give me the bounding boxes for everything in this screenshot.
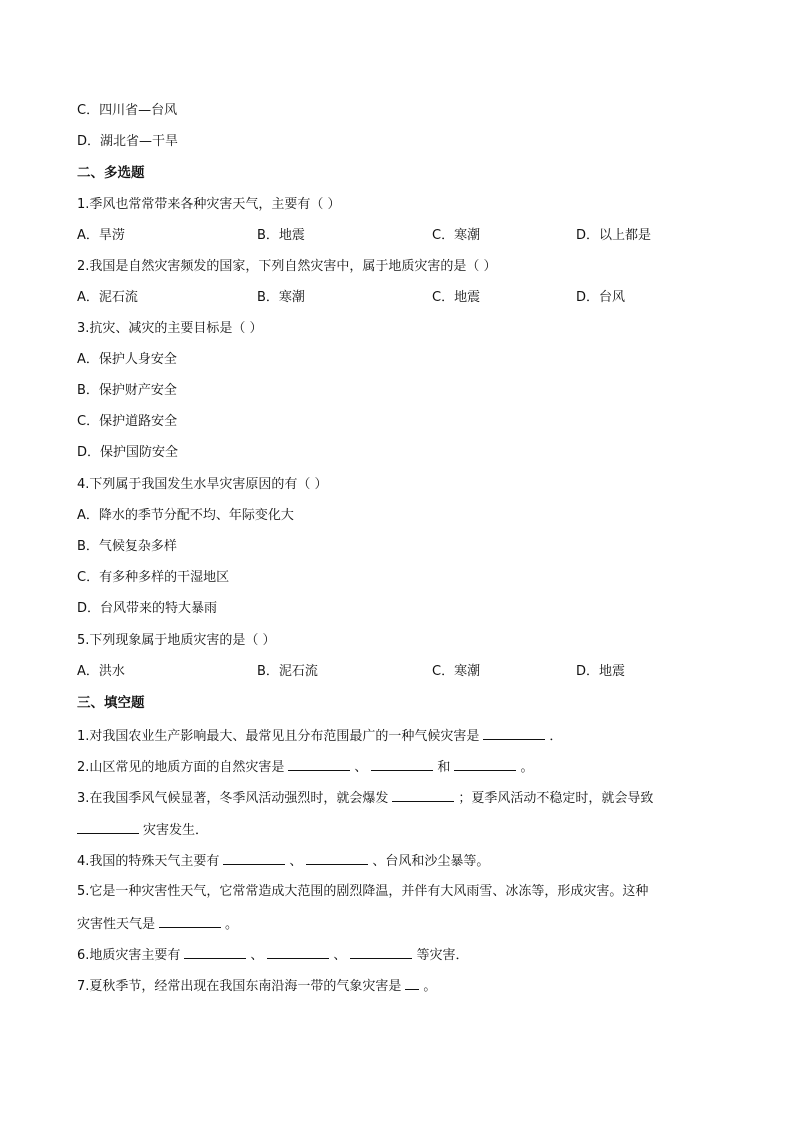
fill-question <box>77 726 562 744</box>
fill-question <box>77 851 489 869</box>
option-a: A．保护人身安全 <box>77 352 177 367</box>
question-text: 、 <box>289 854 303 869</box>
option-b: B．气候复杂多样 <box>77 539 177 554</box>
answer-blank[interactable] <box>223 851 285 865</box>
question-text: 。 <box>225 917 239 932</box>
option-c: C．寒潮 <box>432 228 481 243</box>
question-text: ；夏季风活动不稳定时，就会导致 <box>458 791 654 806</box>
question-text: 。 <box>520 760 534 775</box>
question-text: 7.夏秋季节，经常出现在我国东南沿海一带的气象灾害是 <box>77 979 402 994</box>
option-a: A．降水的季节分配不均、年际变化大 <box>77 508 294 523</box>
option-d: D．以上都是 <box>576 228 652 243</box>
option-b: B．寒潮 <box>257 290 305 305</box>
option-c: C．寒潮 <box>432 664 481 679</box>
option-a: A．旱涝 <box>77 228 125 243</box>
question-text: 、 <box>250 948 264 963</box>
option-c: C．保护道路安全 <box>77 414 178 429</box>
question-text: 、 <box>333 948 347 963</box>
options-row <box>77 227 717 245</box>
fill-question <box>77 945 468 963</box>
question-text: 、 <box>354 760 368 775</box>
option-d: D．地震 <box>576 664 626 679</box>
answer-blank[interactable] <box>77 820 139 834</box>
answer-blank[interactable] <box>405 976 419 990</box>
option-b: B．泥石流 <box>257 664 318 679</box>
fill-question <box>77 788 653 806</box>
fill-question <box>77 883 648 901</box>
question-text: 等灾害． <box>416 948 469 963</box>
answer-blank[interactable] <box>371 757 433 771</box>
section-heading-fill-in-blank: 三、填空题 <box>77 695 145 711</box>
answer-blank[interactable] <box>392 788 454 802</box>
question-text: 2.山区常见的地质方面的自然灾害是 <box>77 760 285 775</box>
option-b: B．地震 <box>257 228 305 243</box>
answer-blank[interactable] <box>288 757 350 771</box>
option-c: C．地震 <box>432 290 481 305</box>
question-text: 3.在我国季风气候显著，冬季风活动强烈时，就会爆发 <box>77 791 389 806</box>
question-text: 和 <box>437 760 451 775</box>
fill-question-continued <box>77 914 238 932</box>
options-row <box>77 289 717 307</box>
answer-blank[interactable] <box>184 945 246 959</box>
answer-blank[interactable] <box>454 757 516 771</box>
question-text: 1.季风也常常带来各种灾害天气，主要有（ ） <box>77 197 341 212</box>
option-d: D．湖北省—干旱 <box>77 134 179 149</box>
question-text: 3.抗灾、减灾的主要目标是（ ） <box>77 321 263 336</box>
answer-blank[interactable] <box>483 726 545 740</box>
fill-question-continued <box>77 820 208 838</box>
question-text: 、台风和沙尘暴等。 <box>372 854 490 869</box>
options-row <box>77 663 717 681</box>
question-text: ． <box>549 729 563 744</box>
question-text: 6.地质灾害主要有 <box>77 948 181 963</box>
question-text: 。 <box>423 979 437 994</box>
option-c: C．四川省—台风 <box>77 103 178 118</box>
question-text: 5.它是一种灾害性天气，它常常造成大范围的剧烈降温，并伴有大风雨雪、冰冻等，形成灾害。这种 <box>77 884 649 899</box>
question-text: 4.下列属于我国发生水旱灾害原因的有（ ） <box>77 477 328 492</box>
answer-blank[interactable] <box>267 945 329 959</box>
question-text: 5.下列现象属于地质灾害的是（ ） <box>77 633 276 648</box>
option-d: D．保护国防安全 <box>77 445 179 460</box>
fill-question <box>77 757 533 775</box>
option-d: D．台风带来的特大暴雨 <box>77 601 218 616</box>
question-text: 4.我国的特殊天气主要有 <box>77 854 220 869</box>
answer-blank[interactable] <box>350 945 412 959</box>
option-a: A．泥石流 <box>77 290 138 305</box>
question-text: 1.对我国农业生产影响最大、最常见且分布范围最广的一种气候灾害是 <box>77 729 480 744</box>
question-text: 灾害发生． <box>143 823 209 838</box>
answer-blank[interactable] <box>159 914 221 928</box>
option-b: B．保护财产安全 <box>77 383 177 398</box>
option-d: D．台风 <box>576 290 626 305</box>
question-text: 灾害性天气是 <box>77 917 156 932</box>
option-c: C．有多种多样的干湿地区 <box>77 570 230 585</box>
fill-question <box>77 976 436 994</box>
section-heading-multiple-choice: 二、多选题 <box>77 165 145 181</box>
question-text: 2.我国是自然灾害频发的国家，下列自然灾害中，属于地质灾害的是（ ） <box>77 259 497 274</box>
answer-blank[interactable] <box>306 851 368 865</box>
option-a: A．洪水 <box>77 664 125 679</box>
